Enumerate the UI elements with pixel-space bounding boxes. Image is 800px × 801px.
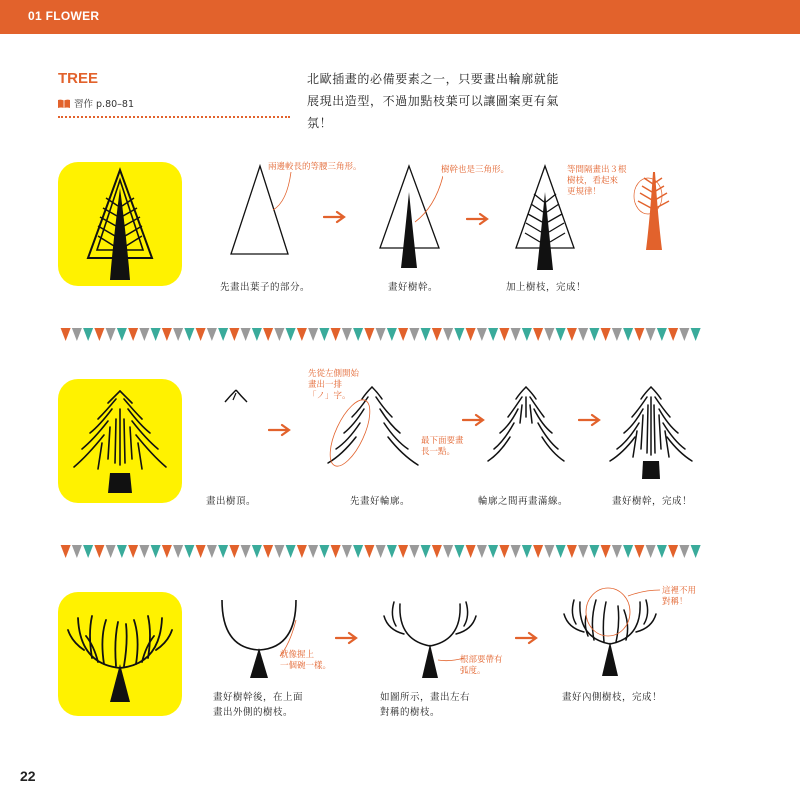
bunting-flag bbox=[578, 545, 588, 558]
bunting-flag bbox=[511, 545, 521, 558]
bunting-flag bbox=[477, 545, 487, 558]
arrow-right-icon bbox=[335, 631, 359, 645]
bunting-flag bbox=[173, 328, 183, 341]
bunting-flag bbox=[286, 545, 296, 558]
bunting-flag bbox=[128, 328, 138, 341]
bunting-flag bbox=[241, 545, 251, 558]
bunting-flag bbox=[533, 328, 543, 341]
bunting-flag bbox=[488, 545, 498, 558]
bunting-flag bbox=[691, 545, 701, 558]
bunting-flag bbox=[308, 328, 318, 341]
bunting-flag bbox=[218, 545, 228, 558]
tree2-thumbnail bbox=[58, 379, 182, 503]
bunting-flag bbox=[499, 545, 509, 558]
bunting-flag bbox=[691, 328, 701, 341]
bunting-flag bbox=[454, 328, 464, 341]
bunting-flag bbox=[556, 328, 566, 341]
note-root-curve: 根部要帶有 弧度。 bbox=[460, 655, 503, 676]
bunting-flag bbox=[466, 328, 476, 341]
bunting-flag bbox=[623, 328, 633, 341]
note-not-symmetric: 這裡不用 對稱！ bbox=[662, 586, 697, 607]
bunting-flag bbox=[241, 328, 251, 341]
bunting-flag bbox=[387, 328, 397, 341]
caption-step2: 畫好樹幹。 bbox=[388, 282, 439, 293]
bunting-flag bbox=[331, 328, 341, 341]
bunting-flag bbox=[409, 328, 419, 341]
bunting-flag bbox=[499, 328, 509, 341]
caption-fill: 輪廓之間再畫滿線。 bbox=[478, 496, 569, 507]
bunting-flag bbox=[511, 328, 521, 341]
bunting-flag bbox=[353, 328, 363, 341]
bunting-flag bbox=[252, 545, 262, 558]
bunting-flag bbox=[229, 545, 239, 558]
section-label: 01 FLOWER bbox=[28, 9, 100, 23]
arrow-right-icon bbox=[578, 413, 602, 427]
bunting-flag bbox=[173, 545, 183, 558]
bunting-flag bbox=[72, 545, 82, 558]
bunting-flag bbox=[274, 545, 284, 558]
bunting-flag bbox=[657, 328, 667, 341]
bunting-flag bbox=[252, 328, 262, 341]
bunting-flag bbox=[162, 328, 172, 341]
bunting-flag bbox=[319, 545, 329, 558]
bunting-flag bbox=[342, 328, 352, 341]
caption-outer-branches: 畫好樹幹後，在上面 畫出外側的樹枝。 bbox=[213, 692, 304, 718]
bunting-flag bbox=[342, 545, 352, 558]
caption-outline: 先畫好輪廓。 bbox=[350, 496, 411, 507]
bunting-flag bbox=[443, 545, 453, 558]
step-outline bbox=[322, 383, 422, 473]
bunting-flag bbox=[421, 545, 431, 558]
bunting-flag bbox=[61, 328, 71, 341]
bunting-flag bbox=[443, 328, 453, 341]
bunting-flag bbox=[319, 328, 329, 341]
bunting-flag bbox=[432, 545, 442, 558]
bunting-flag bbox=[353, 545, 363, 558]
tree1-thumbnail bbox=[58, 162, 182, 286]
bunting-flag bbox=[83, 328, 93, 341]
title-divider bbox=[58, 116, 290, 118]
step1-triangle bbox=[225, 162, 295, 257]
bunting-flag bbox=[128, 545, 138, 558]
bunting-flag bbox=[308, 545, 318, 558]
bunting-flag bbox=[601, 545, 611, 558]
bunting-flag bbox=[533, 545, 543, 558]
bunting-flag bbox=[578, 328, 588, 341]
bunting-flag bbox=[477, 328, 487, 341]
bunting-flag bbox=[522, 328, 532, 341]
bunting-flag bbox=[117, 545, 127, 558]
bunting-flag bbox=[567, 545, 577, 558]
bunting-flag bbox=[184, 328, 194, 341]
bunting-flag bbox=[139, 328, 149, 341]
bunting-flag bbox=[229, 328, 239, 341]
bunting-flag bbox=[286, 328, 296, 341]
bunting-flag bbox=[196, 328, 206, 341]
bunting-flag bbox=[297, 328, 307, 341]
bunting-flag bbox=[634, 328, 644, 341]
arrow-right-icon bbox=[462, 413, 486, 427]
caption-treetop: 畫出樹頂。 bbox=[206, 496, 257, 507]
bunting-flag bbox=[668, 545, 678, 558]
practice-reference bbox=[58, 96, 134, 110]
bunting-flag bbox=[196, 545, 206, 558]
bunting-flag bbox=[364, 545, 374, 558]
bunting-flag bbox=[83, 545, 93, 558]
detail-orange-tree bbox=[628, 168, 680, 253]
caption-step3: 加上樹枝，完成！ bbox=[506, 282, 587, 293]
arrow-right-icon bbox=[268, 423, 292, 437]
bunting-flag bbox=[274, 328, 284, 341]
caption-finished: 畫好樹幹，完成！ bbox=[612, 496, 693, 507]
bunting-flag bbox=[657, 545, 667, 558]
note-branches: 等間隔畫出３根 樹枝，看起來 更規律！ bbox=[567, 165, 627, 197]
bunting-flag bbox=[207, 328, 217, 341]
note-triangle: 兩邊較長的等腰三角形。 bbox=[268, 162, 362, 172]
bunting-flag bbox=[488, 328, 498, 341]
bunting-flag bbox=[466, 545, 476, 558]
bunting-flag bbox=[331, 545, 341, 558]
bunting-flag bbox=[679, 545, 689, 558]
bunting-flag bbox=[612, 328, 622, 341]
bunting-flag bbox=[421, 328, 431, 341]
bunting-flag bbox=[61, 545, 71, 558]
page-title: TREE bbox=[58, 70, 99, 87]
note-bowl: 就像握上 一個碗一樣。 bbox=[280, 650, 332, 671]
bunting-flag bbox=[646, 545, 656, 558]
header-bar bbox=[0, 0, 800, 34]
bunting-flag bbox=[601, 328, 611, 341]
step-finished-tree2 bbox=[608, 383, 694, 481]
bunting-flag bbox=[589, 328, 599, 341]
bunting-flag bbox=[106, 545, 116, 558]
caption-symmetric: 如圖所示，畫出左右 對稱的樹枝。 bbox=[380, 692, 471, 718]
page-number: 22 bbox=[20, 768, 36, 784]
caption-step1: 先畫出葉子的部分。 bbox=[220, 282, 311, 293]
bunting-flag bbox=[106, 328, 116, 341]
note-bottom-longer: 最下面要畫 長一點。 bbox=[421, 436, 464, 457]
bunting-flag bbox=[409, 545, 419, 558]
bunting-divider bbox=[60, 545, 708, 559]
bunting-flag bbox=[567, 328, 577, 341]
bunting-flag bbox=[72, 328, 82, 341]
arrow-right-icon bbox=[323, 210, 347, 224]
intro-text: 北歐插畫的必備要素之一，只要畫出輪廓就能展現出造型，不過加點枝葉可以讓圖案更有氣氛！ bbox=[307, 72, 560, 130]
bunting-flag bbox=[544, 545, 554, 558]
bunting-flag bbox=[263, 545, 273, 558]
bunting-flag bbox=[679, 328, 689, 341]
bunting-flag bbox=[646, 328, 656, 341]
bunting-flag bbox=[151, 545, 161, 558]
bunting-flag bbox=[184, 545, 194, 558]
tree3-thumbnail bbox=[58, 592, 182, 716]
bunting-flag bbox=[263, 328, 273, 341]
step-fill-lines bbox=[486, 383, 566, 468]
caption-inner-done: 畫好內側樹枝，完成！ bbox=[562, 692, 663, 703]
practice-pages: 習作 p.80–81 bbox=[74, 99, 134, 110]
bunting-flag bbox=[522, 545, 532, 558]
bunting-flag bbox=[162, 545, 172, 558]
bunting-divider bbox=[60, 328, 708, 342]
bunting-flag bbox=[612, 545, 622, 558]
note-left-side: 先從左側開始 畫出一排 「ノ」字。 bbox=[308, 369, 360, 401]
bunting-flag bbox=[387, 545, 397, 558]
bunting-flag bbox=[634, 545, 644, 558]
bunting-flag bbox=[589, 545, 599, 558]
bunting-flag bbox=[207, 545, 217, 558]
bunting-flag bbox=[398, 328, 408, 341]
bunting-flag bbox=[151, 328, 161, 341]
note-trunk: 樹幹也是三角形。 bbox=[441, 165, 510, 175]
bunting-flag bbox=[556, 545, 566, 558]
bunting-flag bbox=[398, 545, 408, 558]
step-inner-branches bbox=[560, 586, 664, 680]
bunting-flag bbox=[376, 545, 386, 558]
step2-trunk bbox=[373, 162, 443, 272]
arrow-right-icon bbox=[466, 212, 490, 226]
arrow-right-icon bbox=[515, 631, 539, 645]
bunting-flag bbox=[668, 328, 678, 341]
bunting-flag bbox=[94, 545, 104, 558]
bunting-flag bbox=[139, 545, 149, 558]
step-treetop bbox=[222, 388, 250, 404]
bunting-flag bbox=[297, 545, 307, 558]
bunting-flag bbox=[432, 328, 442, 341]
bunting-flag bbox=[623, 545, 633, 558]
bunting-flag bbox=[544, 328, 554, 341]
bunting-flag bbox=[454, 545, 464, 558]
bunting-flag bbox=[94, 328, 104, 341]
bunting-flag bbox=[218, 328, 228, 341]
bunting-flag bbox=[117, 328, 127, 341]
bunting-flag bbox=[364, 328, 374, 341]
book-icon bbox=[58, 99, 70, 108]
bunting-flag bbox=[376, 328, 386, 341]
